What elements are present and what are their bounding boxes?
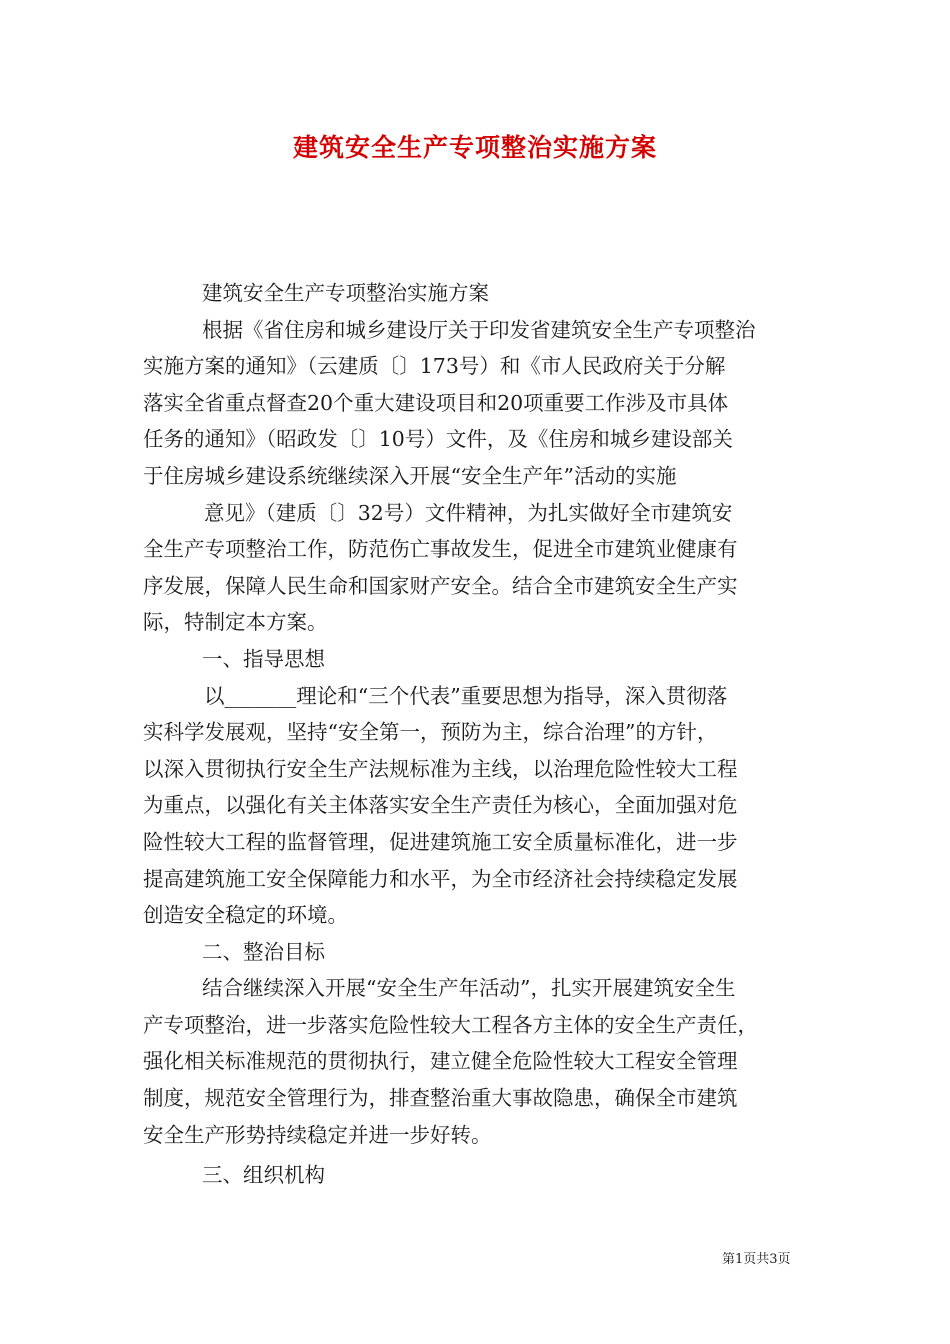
- body-line: 于住房城乡建设系统继续深入开展“安全生产年”活动的实施: [143, 463, 677, 488]
- body-line: 实科学发展观，坚持“安全第一，预防为主，综合治理”的方针，: [143, 720, 718, 745]
- body-line: 产专项整治，进一步落实危险性较大工程各方主体的安全生产责任，: [143, 1012, 758, 1037]
- body-line: 以深入贯彻执行安全生产法规标准为主线，以治理危险性较大工程: [143, 756, 738, 781]
- body-line: 创造安全稳定的环境。: [143, 903, 348, 928]
- body-line: 以_______理论和“三个代表”重要思想为指导，深入贯彻落: [204, 683, 728, 708]
- body-line: 结合继续深入开展“安全生产年活动”，扎实开展建筑安全生: [202, 976, 736, 1001]
- body-line: 为重点，以强化有关主体落实安全生产责任为核心，全面加强对危: [143, 793, 738, 818]
- body-line: 根据《省住房和城乡建设厅关于印发省建筑安全生产专项整治: [202, 317, 756, 342]
- body-line: 序发展，保障人民生命和国家财产安全。结合全市建筑安全生产实: [143, 573, 738, 598]
- body-line: 际，特制定本方案。: [143, 610, 328, 635]
- section-heading: 二、整治目标: [202, 939, 325, 964]
- body-line: 意见》（建质〔〕32号）文件精神，为扎实做好全市建筑安: [204, 500, 733, 525]
- body-line: 险性较大工程的监督管理，促进建筑施工安全质量标准化，进一步: [143, 829, 738, 854]
- document-body: [143, 275, 809, 1194]
- section-heading: 三、组织机构: [202, 1163, 325, 1188]
- page-number: 第1页共3页: [722, 1252, 791, 1267]
- body-line: 强化相关标准规范的贯彻执行，建立健全危险性较大工程安全管理: [143, 1049, 738, 1074]
- body-line: 提高建筑施工安全保障能力和水平，为全市经济社会持续稳定发展: [143, 866, 738, 891]
- body-line: 全生产专项整治工作，防范伤亡事故发生，促进全市建筑业健康有: [143, 537, 738, 562]
- body-line: 制度，规范安全管理行为，排查整治重大事故隐患，确保全市建筑: [143, 1086, 738, 1111]
- document-title: 建筑安全生产专项整治实施方案: [292, 133, 657, 162]
- body-line: 实施方案的通知》（云建质〔〕173号）和《市人民政府关于分解: [143, 354, 726, 379]
- body-line: 建筑安全生产专项整治实施方案: [202, 281, 489, 305]
- body-line: 安全生产形势持续稳定并进一步好转。: [143, 1122, 492, 1147]
- body-line: 落实全省重点督查20个重大建设项目和20项重要工作涉及市具体: [143, 390, 729, 415]
- body-line: 任务的通知》（昭政发〔〕10号）文件，及《住房和城乡建设部关: [143, 427, 733, 452]
- section-heading: 一、指导思想: [202, 646, 325, 671]
